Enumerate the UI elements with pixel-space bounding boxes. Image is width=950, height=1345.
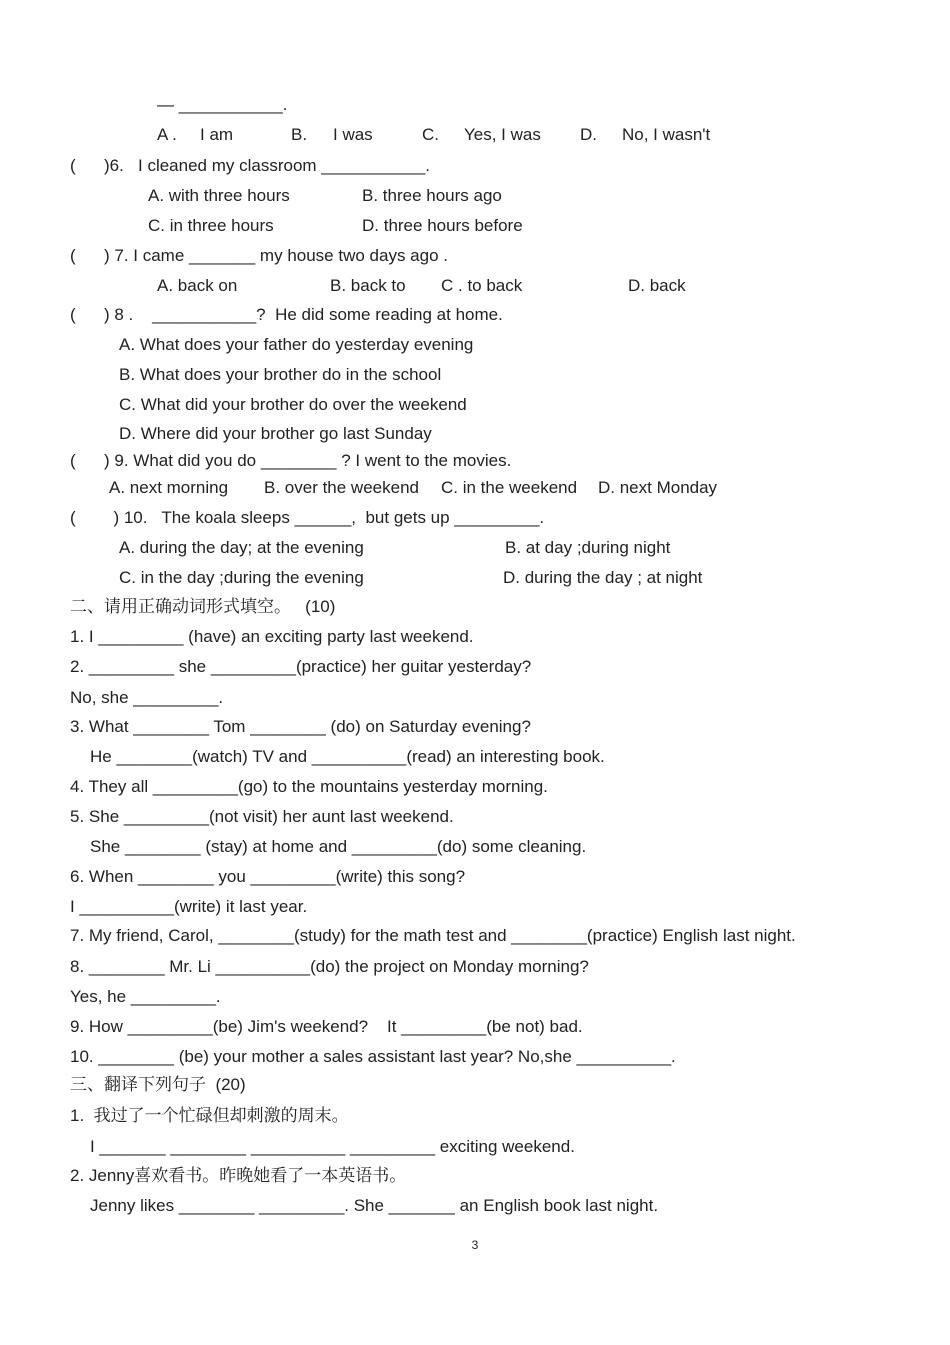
text-line: 3. What ________ Tom ________ (do) on Saturday evening? xyxy=(70,717,531,736)
text-line: 三、翻译下列句子 (20) xyxy=(70,1075,246,1094)
text-line: A. with three hours xyxy=(148,186,290,205)
text-line: B. at day ;during night xyxy=(505,538,671,557)
text-line: 10. ________ (be) your mother a sales assistant last year? No,she __________. xyxy=(70,1047,676,1066)
text-line: 7. My friend, Carol, ________(study) for the math test and ________(practice) English last night. xyxy=(70,926,796,945)
text-line: C. What did your brother do over the weekend xyxy=(119,395,467,414)
text-line: Jenny likes ________ _________. She _______ an English book last night. xyxy=(90,1196,659,1215)
text-line: I _______ ________ __________ _________ exciting weekend. xyxy=(90,1137,575,1156)
text-line: B. three hours ago xyxy=(362,186,502,205)
text-line: A . xyxy=(157,125,177,144)
text-line: C. in the weekend xyxy=(441,478,578,497)
text-line: C. in the day ;during the evening xyxy=(119,568,364,587)
text-line: B. xyxy=(291,125,308,144)
text-line: 4. They all _________(go) to the mountains yesterday morning. xyxy=(70,777,548,796)
text-line: I was xyxy=(333,125,373,144)
text-line: C. xyxy=(422,125,439,144)
text-line: ( ) 7. I came _______ my house two days ago . xyxy=(70,246,448,265)
text-line: B. over the weekend xyxy=(264,478,419,497)
text-line: D. three hours before xyxy=(362,216,523,235)
text-line: D. Where did your brother go last Sunday xyxy=(119,424,432,443)
text-line: I am xyxy=(200,125,234,144)
text-line: He ________(watch) TV and __________(read) an interesting book. xyxy=(90,747,605,766)
text-line: A. during the day; at the evening xyxy=(119,538,364,557)
text-line: D. during the day ; at night xyxy=(503,568,703,587)
text-line: A. back on xyxy=(157,276,238,295)
text-line: She ________ (stay) at home and _________(do) some cleaning. xyxy=(90,837,587,856)
text-line: ( ) 10. The koala sleeps ______, but gets up _________. xyxy=(70,508,545,527)
text-line: ( ) 9. What did you do ________ ? I went to the movies. xyxy=(70,451,512,470)
text-line: No, I wasn't xyxy=(622,125,711,144)
page-number: 3 xyxy=(471,1238,479,1252)
text-line: Yes, he _________. xyxy=(70,987,221,1006)
text-line: C. in three hours xyxy=(148,216,274,235)
text-line: A. What does your father do yesterday evening xyxy=(119,335,474,354)
text-line: ( )6. I cleaned my classroom ___________. xyxy=(70,156,431,175)
text-line: 2. _________ she _________(practice) her guitar yesterday? xyxy=(70,657,532,676)
text-line: 8. ________ Mr. Li __________(do) the project on Monday morning? xyxy=(70,957,589,976)
text-line: 9. How _________(be) Jim's weekend? It _________(be not) bad. xyxy=(70,1017,583,1036)
text-line: I __________(write) it last year. xyxy=(70,897,308,916)
text-line: D. next Monday xyxy=(598,478,718,497)
text-line: B. back to xyxy=(330,276,406,295)
text-line: 1. 我过了一个忙碌但却刺激的周末。 xyxy=(70,1106,349,1125)
text-line: 5. She _________(not visit) her aunt last weekend. xyxy=(70,807,454,826)
text-line: D. back xyxy=(628,276,686,295)
text-line: A. next morning xyxy=(109,478,229,497)
text-line: 2. Jenny喜欢看书。昨晚她看了一本英语书。 xyxy=(70,1166,407,1185)
text-line: D. xyxy=(580,125,597,144)
text-line: — ___________. xyxy=(157,95,288,114)
text-line: Yes, I was xyxy=(464,125,541,144)
text-line: C . to back xyxy=(441,276,523,295)
text-line: 二、请用正确动词形式填空。 (10) xyxy=(70,597,336,616)
text-line: 6. When ________ you _________(write) this song? xyxy=(70,867,466,886)
text-line: B. What does your brother do in the school xyxy=(119,365,442,384)
text-line: 1. I _________ (have) an exciting party last weekend. xyxy=(70,627,474,646)
text-line: ( ) 8 . ___________? He did some reading at home. xyxy=(70,305,503,324)
text-line: No, she _________. xyxy=(70,688,224,707)
